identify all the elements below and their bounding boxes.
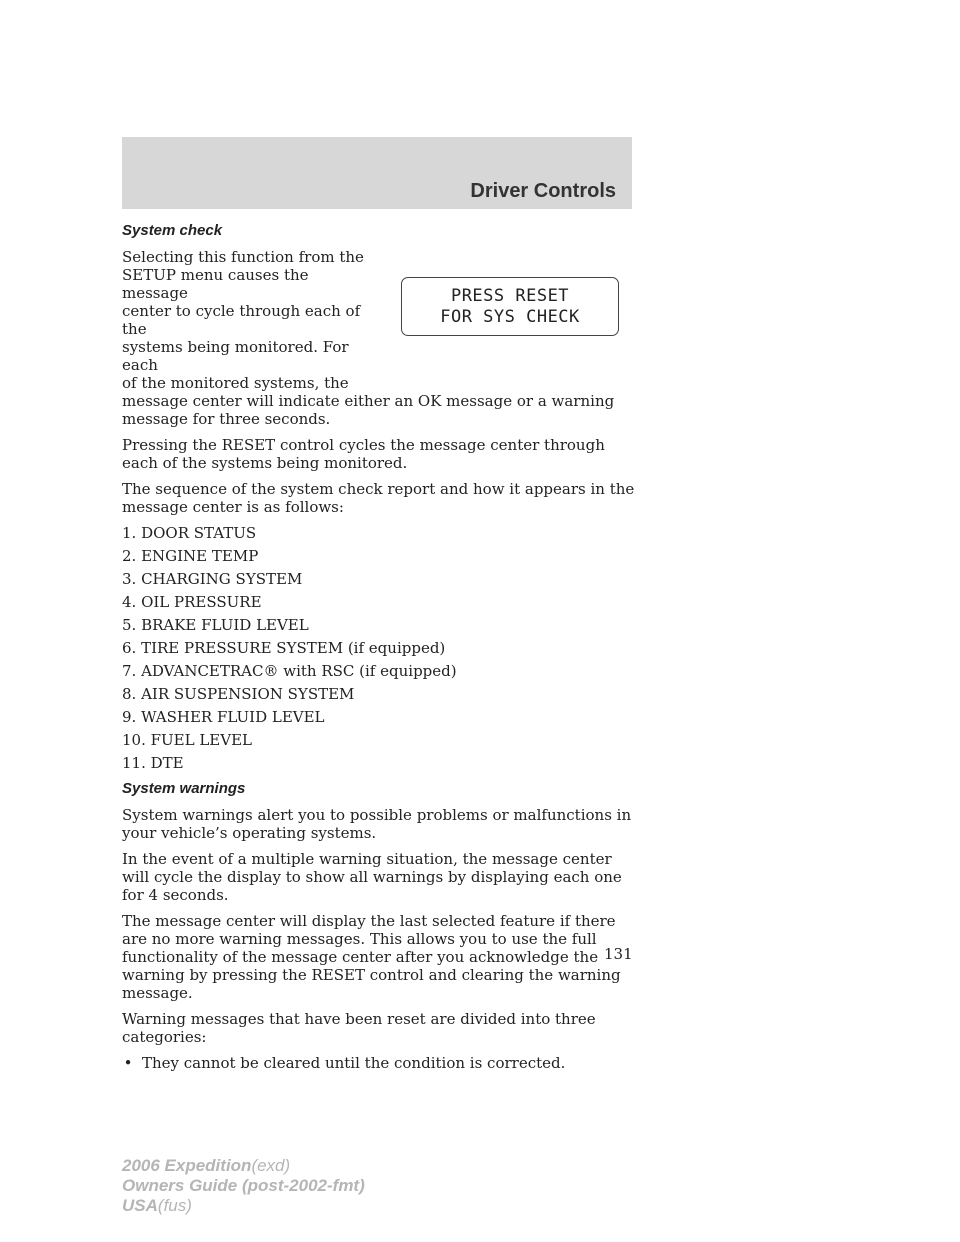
header-band	[122, 137, 632, 209]
warnings-paragraph-4: Warning messages that have been reset are divided into three categories:	[122, 1010, 596, 1046]
section-title: Driver Controls	[470, 180, 616, 202]
intro-line: SETUP menu causes the message	[122, 266, 309, 302]
message-center-display	[401, 277, 619, 336]
reset-paragraph: Pressing the RESET control cycles the message center through each of the systems being monitored.	[122, 436, 605, 472]
list-item: 2. ENGINE TEMP	[122, 547, 259, 565]
footer-model: 2006 Expedition	[122, 1156, 252, 1175]
list-item: 11. DTE	[122, 754, 184, 772]
list-item: 10. FUEL LEVEL	[122, 731, 253, 749]
footer-line-1	[122, 1156, 365, 1176]
list-item: 6. TIRE PRESSURE SYSTEM (if equipped)	[122, 639, 446, 657]
list-item: 9. WASHER FLUID LEVEL	[122, 708, 325, 726]
footer-model-code: (exd)	[251, 1156, 291, 1175]
page-content	[122, 222, 642, 1080]
sequence-paragraph: The sequence of the system check report and how it appears in the message center is as follows:	[122, 480, 635, 516]
intro-line: systems being monitored. For each	[122, 338, 349, 374]
intro-continued: message center will indicate either an OK message or a warning message for three seconds.	[122, 392, 615, 428]
footer-line-2: Owners Guide (post-2002-fmt)	[122, 1176, 365, 1195]
display-line-2: FOR SYS CHECK	[440, 306, 580, 327]
bullet-text: They cannot be cleared until the condition is corrected.	[142, 1054, 566, 1072]
page-number: 131	[604, 945, 633, 963]
list-item: 7. ADVANCETRAC® with RSC (if equipped)	[122, 662, 457, 680]
intro-left-text	[122, 248, 377, 392]
system-check-heading: System check	[122, 222, 223, 239]
intro-line: center to cycle through each of the	[122, 302, 361, 338]
warnings-paragraph-2: In the event of a multiple warning situation, the message center will cycle the display to show all warnings by displaying each one for 4 seconds.	[122, 850, 622, 904]
footer-region-code: (fus)	[157, 1196, 192, 1215]
list-item: 5. BRAKE FLUID LEVEL	[122, 616, 309, 634]
footer-region: USA	[122, 1196, 158, 1215]
warnings-paragraph-3: The message center will display the last selected feature if there are no more warning messages. This allows you to use the full functionality of the message center after you acknowledge the warning by pressing the RESET control and clearing the warning message.	[122, 912, 621, 1002]
intro-line: Selecting this function from the	[122, 248, 364, 266]
document-footer	[122, 1156, 365, 1216]
system-warnings-heading: System warnings	[122, 780, 246, 797]
list-item: 3. CHARGING SYSTEM	[122, 570, 303, 588]
bullet-item	[122, 1054, 642, 1072]
display-line-1: PRESS RESET	[450, 285, 570, 306]
intro-line: of the monitored systems, the	[122, 374, 349, 392]
footer-line-3	[122, 1196, 365, 1216]
list-item: 1. DOOR STATUS	[122, 524, 257, 542]
system-check-intro	[122, 248, 642, 392]
bullet-icon: •	[123, 1054, 133, 1072]
list-item: 8. AIR SUSPENSION SYSTEM	[122, 685, 355, 703]
list-item: 4. OIL PRESSURE	[122, 593, 262, 611]
warnings-paragraph-1: System warnings alert you to possible problems or malfunctions in your vehicle’s operating systems.	[122, 806, 632, 842]
